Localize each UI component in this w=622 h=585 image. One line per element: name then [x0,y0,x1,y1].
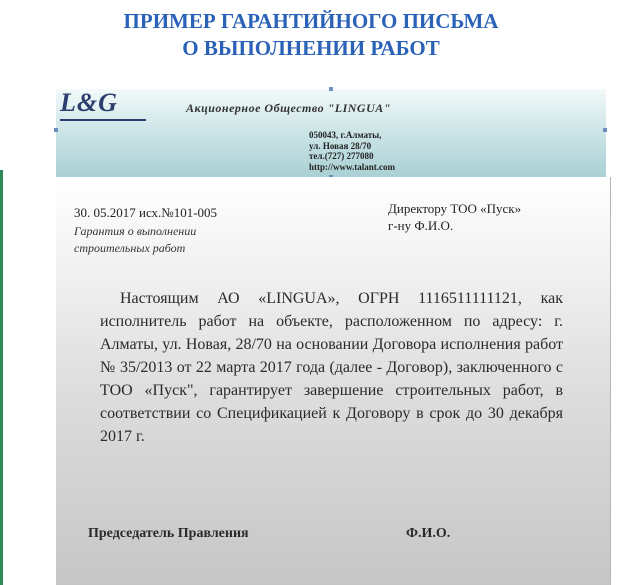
subject-line: строительных работ [74,241,186,255]
page-title [0,8,622,62]
company-name: Акционерное Общество "LINGUA" [186,101,391,115]
letter-subject [74,223,196,257]
signatory-name: Ф.И.О. [406,526,451,541]
selection-handle-icon[interactable] [603,128,607,132]
letter-body-text: Настоящим АО «LINGUA», ОГРН 1116511111121, как исполнитель работ на объекте, расположенном по адресу: г. Алматы, ул. Новая, 28/70 на основании Договора исполнения работ № 35/2013 от 22 марта 2017 года (далее - Договор), заключенного с ТОО «Пуск", гарантирует завершение строительных работ, в соответствии со Спецификацией к Договору в срок до 30 декабря 2017 г. [100,290,563,445]
company-address [309,130,395,172]
page-title-line-2: О ВЫПОЛНЕНИИ РАБОТ [182,36,440,60]
recipient-line: Директору ТОО «Пуск» [388,201,522,216]
page-title-line-1: ПРИМЕР ГАРАНТИЙНОГО ПИСЬМА [123,9,499,33]
recipient-line: г-ну Ф.И.О. [388,218,454,233]
signatory-title: Председатель Правления [88,526,249,541]
address-line: http://www.talant.com [309,161,395,172]
company-logo: L&G [60,88,118,117]
left-accent-strip [0,170,3,585]
date-reference: 30. 05.2017 исх.№101-005 [74,205,218,220]
subject-line: Гарантия о выполнении [74,224,197,238]
logo-underline [60,119,146,121]
address-line: тел.(727) 277080 [309,151,374,161]
recipient-block [388,200,521,234]
address-line: 050043, г.Алматы, [309,130,382,140]
address-line: ул. Новая 28/70 [309,140,372,151]
selection-handle-icon[interactable] [54,128,58,132]
selection-handle-icon[interactable] [329,87,333,91]
